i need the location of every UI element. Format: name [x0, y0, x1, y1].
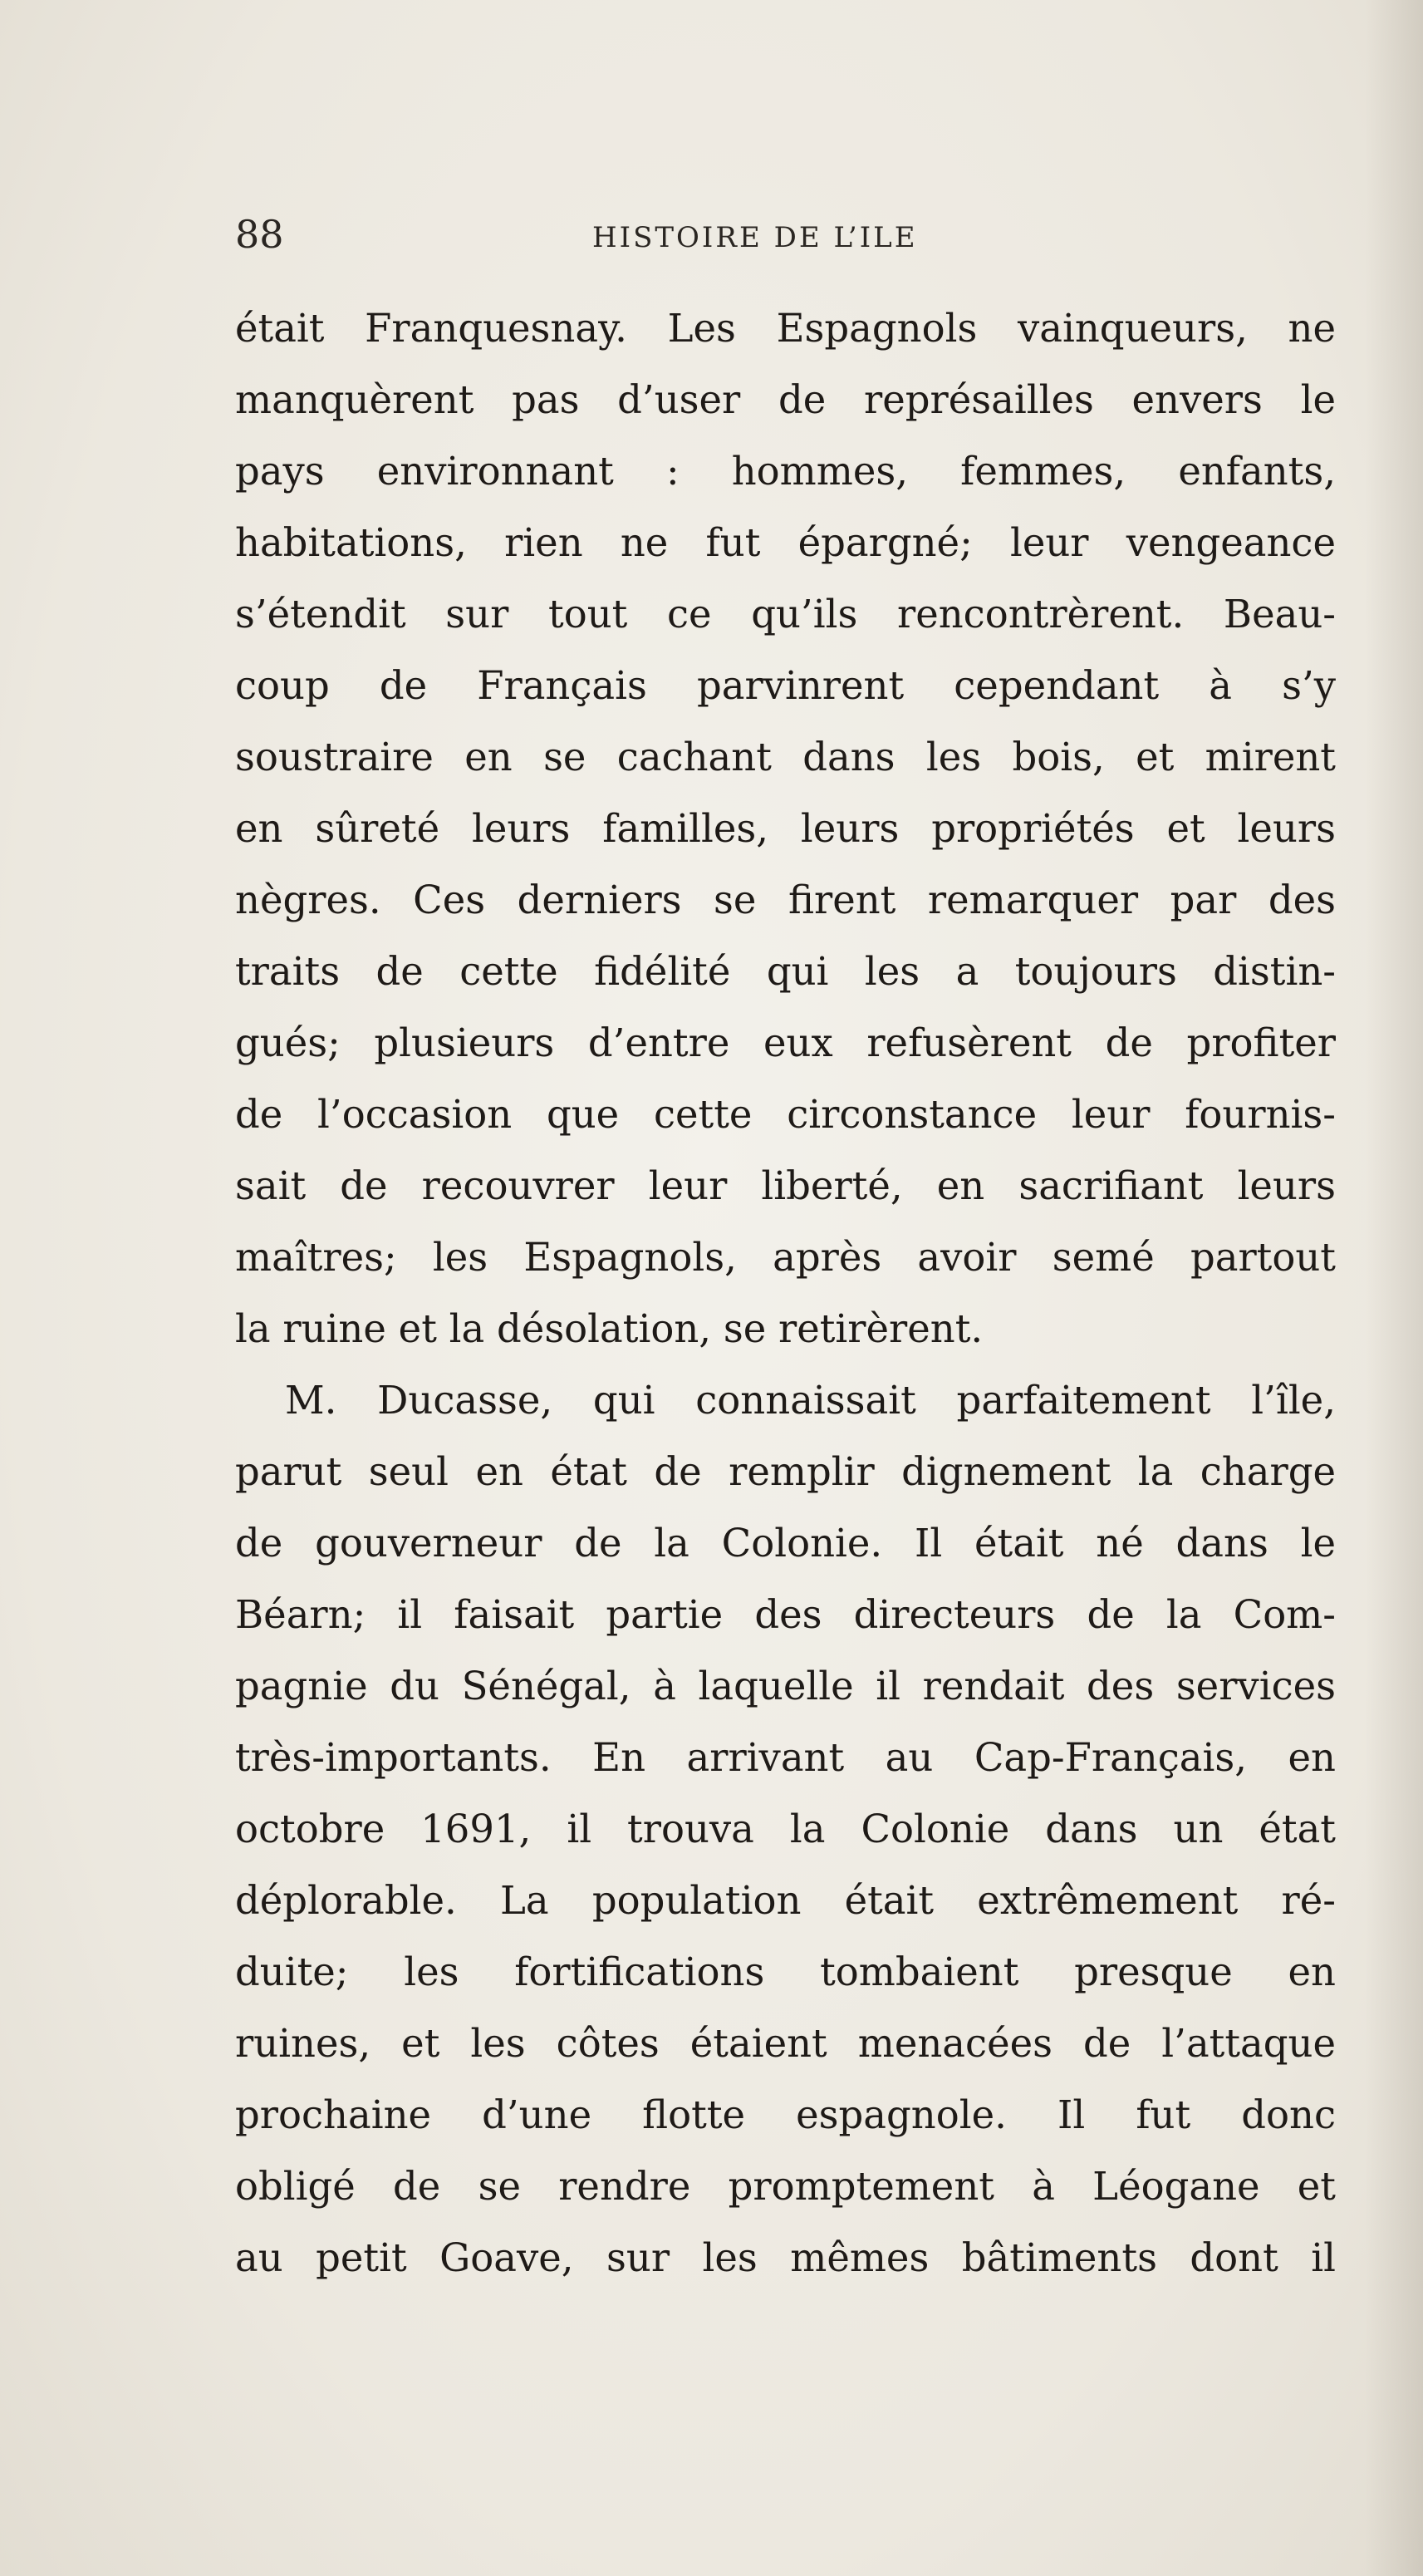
text-line: duite; les fortifications tombaient presque en [235, 1949, 1336, 1994]
paragraph-start-line: M. Ducasse, qui connaissait parfaitement l’île, [285, 1378, 1336, 1423]
text-line: sait de recouvrer leur liberté, en sacrifiant leurs [235, 1163, 1336, 1208]
text-line: octobre 1691, il trouva la Colonie dans un état [235, 1807, 1336, 1851]
text-line: de l’occasion que cette circonstance leur fournis- [235, 1092, 1336, 1137]
page-edge-shadow [1365, 0, 1423, 2576]
page-number: 88 [235, 212, 284, 257]
text-line: coup de Français parvinrent cependant à s’y [235, 663, 1336, 708]
text-line: Béarn; il faisait partie des directeurs de la Com- [235, 1592, 1336, 1637]
text-line: de gouverneur de la Colonie. Il était né dans le [235, 1521, 1336, 1566]
text-line: très-importants. En arrivant au Cap-Français, en [235, 1735, 1336, 1780]
text-line: maîtres; les Espagnols, après avoir semé partout [235, 1235, 1336, 1280]
paragraph-end-line: la ruine et la désolation, se retirèrent. [235, 1306, 984, 1351]
text-line: était Franquesnay. Les Espagnols vainqueurs, ne [235, 306, 1336, 351]
text-line: pays environnant : hommes, femmes, enfants, [235, 449, 1336, 494]
text-line: nègres. Ces derniers se firent remarquer par des [235, 878, 1336, 922]
text-line: manquèrent pas d’user de représailles envers le [235, 377, 1336, 422]
text-line: en sûreté leurs familles, leurs propriétés et leurs [235, 806, 1336, 851]
body-text [235, 293, 1336, 2293]
text-line: prochaine d’une flotte espagnole. Il fut donc [235, 2092, 1336, 2137]
text-line: traits de cette fidélité qui les a toujours distin- [235, 949, 1336, 994]
text-line: gués; plusieurs d’entre eux refusèrent de profiter [235, 1020, 1336, 1065]
running-title: HISTOIRE DE L’ILE [592, 221, 918, 254]
text-line: soustraire en se cachant dans les bois, et mirent [235, 735, 1336, 779]
text-line: ruines, et les côtes étaient menacées de l’attaque [235, 2021, 1336, 2066]
text-line: pagnie du Sénégal, à laquelle il rendait des services [235, 1664, 1336, 1708]
text-line: obligé de se rendre promptement à Léogane et [235, 2164, 1336, 2209]
text-line: habitations, rien ne fut épargné; leur vengeance [235, 520, 1336, 565]
text-line: s’étendit sur tout ce qu’ils rencontrèrent. Beau- [235, 592, 1336, 637]
text-line: déplorable. La population était extrêmement ré- [235, 1878, 1336, 1923]
text-line: au petit Goave, sur les mêmes bâtiments dont il [235, 2235, 1336, 2280]
running-head [235, 209, 1348, 268]
text-line: parut seul en état de remplir dignement la charge [235, 1449, 1336, 1494]
